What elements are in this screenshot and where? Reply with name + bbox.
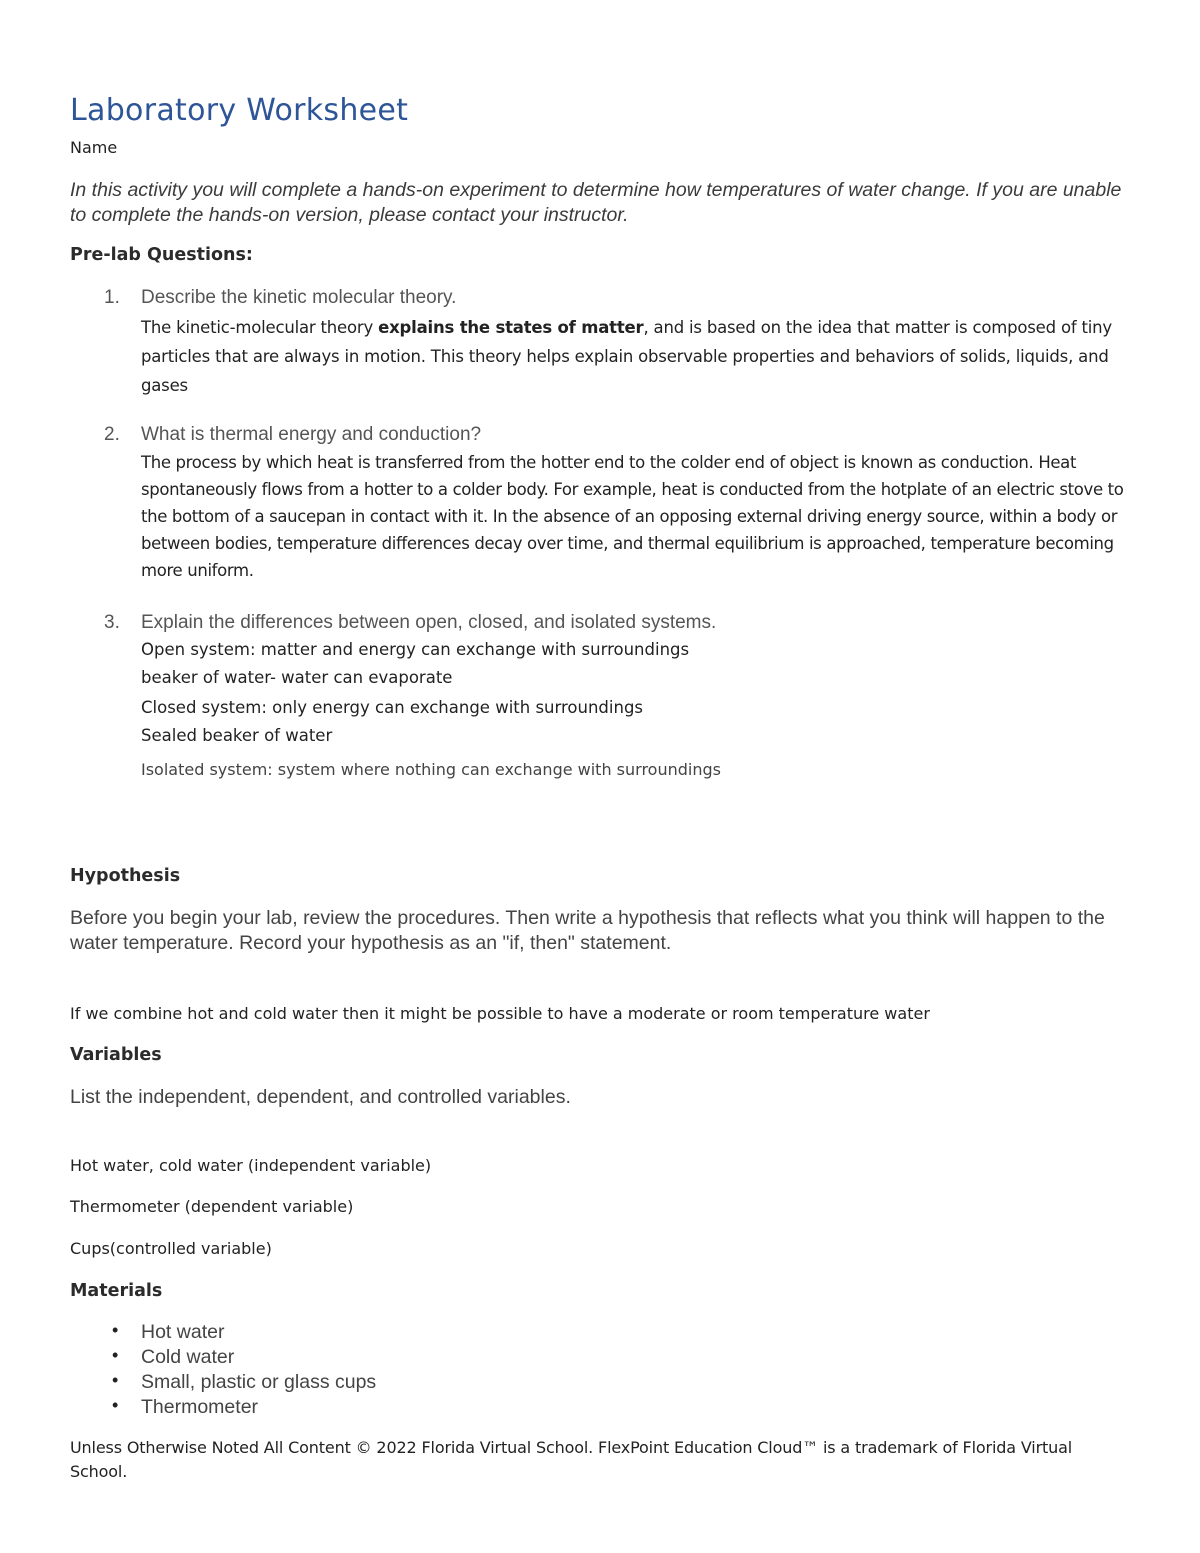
intro-text: In this activity you will complete a hands-on experiment to determine how temperatures of water change. If you are unable to complete the hands-on version, please contact your instructor. [70, 179, 1122, 226]
answer-segment: , and is based on the idea that matter is composed of tiny particles that are always in motion. This theory helps explain observable properties and behaviors of solids, liquids, and gases [141, 318, 1112, 395]
variable-item: Cups(controlled variable) [70, 1239, 272, 1258]
question-number: 1. [104, 287, 120, 308]
answer-line: Open system: matter and energy can exchange with surroundings [141, 640, 690, 659]
answer-text [141, 313, 1136, 400]
question-text: What is thermal energy and conduction? [141, 424, 482, 445]
answer-emphasis: explains the states of matter [378, 318, 644, 337]
answer-line: beaker of water- water can evaporate [141, 668, 453, 687]
question-number: 2. [104, 424, 120, 445]
variable-item: Hot water, cold water (independent variable) [70, 1156, 432, 1175]
copyright-footer: Unless Otherwise Noted All Content © 2022 Florida Virtual School. FlexPoint Education Cloud™ is a trademark of Florida Virtual School. [70, 1438, 1073, 1481]
variables-instructions: List the independent, dependent, and controlled variables. [70, 1086, 571, 1108]
page-title: Laboratory Worksheet [70, 93, 409, 128]
materials-heading: Materials [70, 1281, 163, 1301]
bullet-icon: • [112, 1370, 119, 1390]
variables-heading: Variables [70, 1045, 162, 1065]
answer-line: Sealed beaker of water [141, 726, 333, 745]
materials-item: Cold water [141, 1346, 235, 1368]
materials-item: Small, plastic or glass cups [141, 1371, 377, 1393]
prelab-heading: Pre-lab Questions: [70, 245, 253, 265]
bullet-icon: • [112, 1395, 119, 1415]
bullet-icon: • [112, 1320, 119, 1340]
hypothesis-instructions: Before you begin your lab, review the procedures. Then write a hypothesis that reflects what you think will happen to the water temperature. Record your hypothesis as an "if, then" statement. [70, 907, 1105, 954]
hypothesis-answer: If we combine hot and cold water then it might be possible to have a moderate or room temperature water [70, 1004, 930, 1023]
bullet-icon: • [112, 1345, 119, 1365]
name-label: Name [70, 138, 118, 157]
answer-line: Closed system: only energy can exchange with surroundings [141, 698, 644, 717]
materials-item: Thermometer [141, 1396, 259, 1418]
question-text: Explain the differences between open, closed, and isolated systems. [141, 612, 717, 633]
answer-segment: The kinetic-molecular theory [141, 318, 379, 337]
answer-line: Isolated system: system where nothing can exchange with surroundings [141, 760, 721, 779]
question-text: Describe the kinetic molecular theory. [141, 287, 457, 308]
question-number: 3. [104, 612, 120, 633]
answer-text: The process by which heat is transferred from the hotter end to the colder end of object is known as conduction. Heat spontaneously flows from a hotter to a colder body. For example, heat is conducted from the hotplate of an electric stove to the bottom of a saucepan in contact with it. In the absence of an opposing external driving energy source, within a body or between bodies, temperature differences decay over time, and thermal equilibrium is approached, temperature becoming more uniform. [141, 453, 1124, 580]
materials-item: Hot water [141, 1321, 225, 1343]
hypothesis-heading: Hypothesis [70, 866, 181, 886]
variable-item: Thermometer (dependent variable) [70, 1197, 354, 1216]
